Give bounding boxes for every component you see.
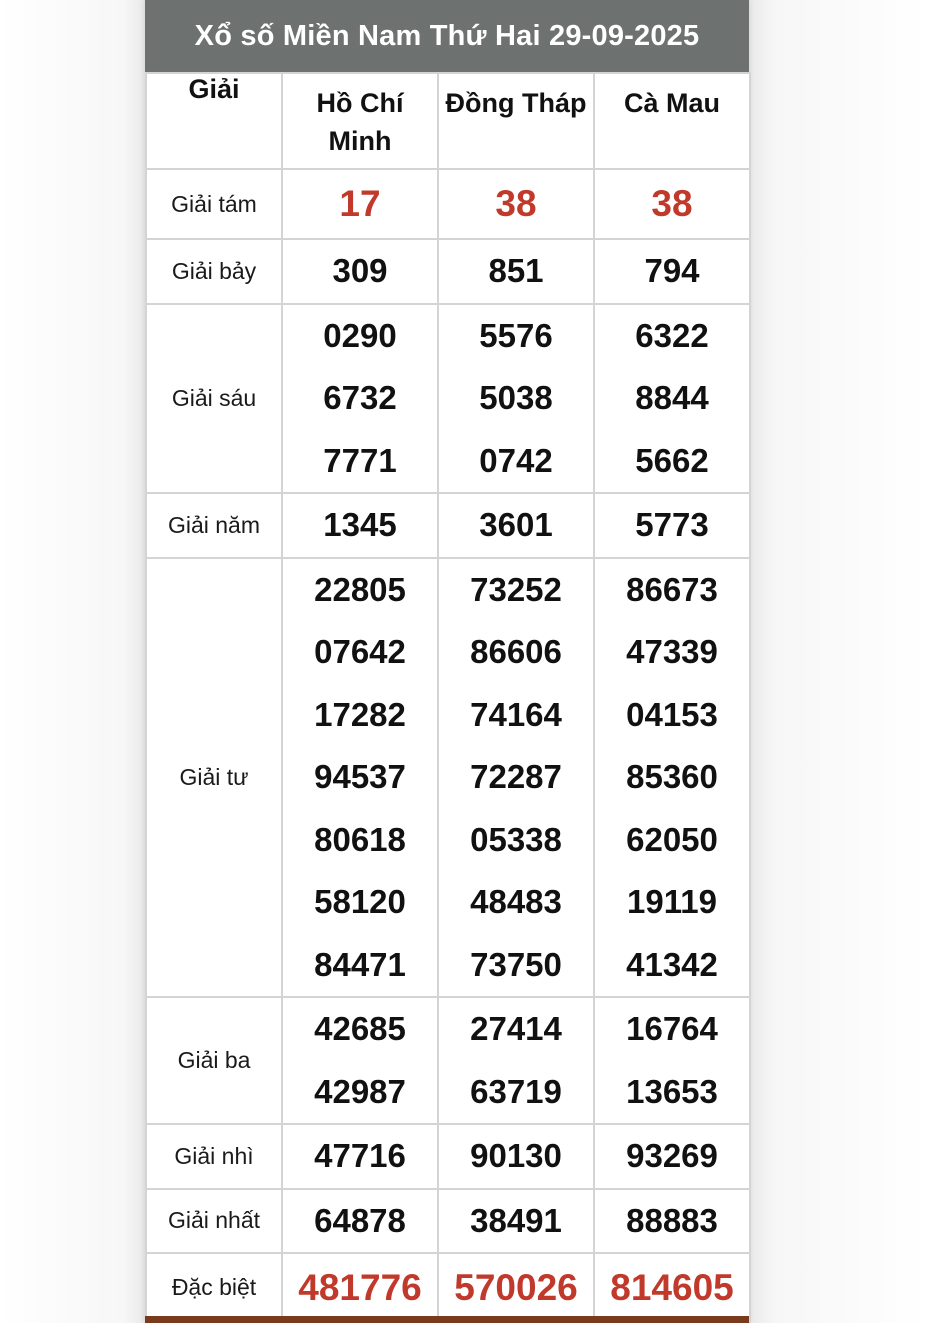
prize-row	[146, 304, 750, 494]
prize-name: Giải tư	[146, 558, 282, 998]
prize-number: 93269	[626, 1137, 718, 1174]
prize-number: 64878	[314, 1201, 406, 1239]
prize-number: 309	[332, 252, 388, 289]
prize-number: 73252	[470, 570, 562, 608]
prize-cell	[282, 1124, 438, 1189]
prize-cell	[438, 1253, 594, 1322]
prize-name: Giải tám	[146, 169, 282, 239]
prize-number: 04153	[626, 695, 718, 733]
prize-number: 72287	[470, 758, 562, 795]
prize-row	[146, 1124, 750, 1189]
prize-number: 38	[495, 182, 537, 224]
prize-number: 42685	[314, 1010, 406, 1047]
prize-number: 6322	[635, 316, 709, 354]
prize-cell	[594, 1253, 750, 1322]
prize-number: 85360	[626, 758, 718, 795]
prize-name: Đặc biệt	[146, 1253, 282, 1322]
province-name: Đồng Tháp	[445, 88, 587, 118]
prize-number: 86673	[626, 570, 718, 608]
prize-number: 38	[651, 182, 693, 224]
prize-cell	[282, 558, 438, 998]
table-header-row	[146, 73, 750, 169]
prize-row	[146, 1253, 750, 1322]
lottery-results-card	[145, 0, 749, 1323]
prize-name: Giải bảy	[146, 239, 282, 304]
prize-number: 62050	[626, 820, 718, 858]
province-header-dong-thap	[438, 73, 594, 169]
prize-cell	[594, 1189, 750, 1254]
special-prize-number: 814605	[610, 1266, 734, 1308]
prize-number: 22805	[314, 570, 406, 608]
prize-number: 0290	[323, 316, 397, 354]
prize-number: 1345	[323, 506, 397, 543]
province-name: Hồ Chí Minh	[316, 88, 404, 156]
prize-cell	[282, 493, 438, 558]
prize-name: Giải nhì	[146, 1124, 282, 1189]
prize-number: 16764	[626, 1010, 718, 1047]
prize-cell	[438, 1124, 594, 1189]
prize-cell	[438, 1189, 594, 1254]
prize-name: Giải sáu	[146, 304, 282, 494]
prize-row	[146, 558, 750, 998]
prize-number: 90130	[470, 1137, 562, 1174]
prize-cell	[594, 997, 750, 1124]
prize-cell	[282, 1253, 438, 1322]
prize-row	[146, 997, 750, 1124]
prize-number: 47716	[314, 1137, 406, 1174]
prize-number: 13653	[626, 1072, 718, 1110]
prize-cell	[594, 169, 750, 239]
prize-number: 19119	[627, 883, 717, 920]
prize-number: 3601	[479, 506, 553, 543]
prize-cell	[438, 169, 594, 239]
page-margin-left	[0, 0, 145, 1323]
prize-number: 47339	[626, 633, 718, 670]
special-prize-number: 570026	[454, 1266, 578, 1308]
prize-cell	[594, 558, 750, 998]
prize-number: 86606	[470, 633, 562, 670]
province-header-ho-chi-minh	[282, 73, 438, 169]
prize-number: 7771	[323, 441, 397, 479]
prize-row	[146, 169, 750, 239]
prize-number: 5773	[635, 506, 709, 543]
prize-number: 58120	[314, 883, 406, 920]
prize-row	[146, 493, 750, 558]
prize-cell	[594, 239, 750, 304]
prize-number: 74164	[470, 695, 562, 733]
prize-number: 38491	[470, 1201, 562, 1239]
prize-number: 73750	[470, 945, 562, 983]
prize-number: 0742	[479, 441, 553, 479]
prize-number: 851	[488, 252, 544, 289]
prize-column-header: Giải	[146, 73, 282, 169]
prize-number: 48483	[470, 883, 562, 920]
prize-row	[146, 239, 750, 304]
prize-number: 27414	[470, 1010, 562, 1047]
prize-rows	[146, 169, 750, 1322]
page-margin-right	[749, 0, 928, 1323]
prize-cell	[594, 1124, 750, 1189]
prize-number: 63719	[470, 1072, 562, 1110]
prize-cell	[282, 304, 438, 494]
prize-number: 07642	[314, 633, 406, 670]
prize-number: 88883	[626, 1201, 718, 1239]
prize-number: 5576	[479, 316, 553, 354]
prize-number: 17282	[314, 695, 406, 733]
prize-number: 41342	[626, 945, 718, 983]
prize-number: 794	[644, 252, 700, 289]
prize-cell	[438, 558, 594, 998]
results-table	[145, 72, 751, 1323]
prize-number: 42987	[314, 1072, 406, 1110]
prize-cell	[594, 304, 750, 494]
prize-number: 5038	[479, 379, 553, 416]
prize-number: 6732	[323, 379, 397, 416]
prize-cell	[594, 493, 750, 558]
prize-cell	[438, 239, 594, 304]
prize-cell	[282, 169, 438, 239]
prize-cell	[282, 239, 438, 304]
prize-cell	[282, 1189, 438, 1254]
prize-number: 94537	[314, 758, 406, 795]
prize-row	[146, 1189, 750, 1254]
prize-cell	[438, 493, 594, 558]
bottom-accent-bar	[145, 1316, 749, 1323]
province-header-ca-mau	[594, 73, 750, 169]
prize-cell	[438, 304, 594, 494]
prize-number: 05338	[470, 820, 562, 858]
prize-number: 8844	[635, 379, 709, 416]
prize-number: 17	[339, 182, 381, 224]
prize-number: 80618	[314, 820, 406, 858]
prize-name: Giải ba	[146, 997, 282, 1124]
prize-name: Giải năm	[146, 493, 282, 558]
prize-name: Giải nhất	[146, 1189, 282, 1254]
prize-cell	[282, 997, 438, 1124]
prize-cell	[438, 997, 594, 1124]
results-title: Xổ số Miền Nam Thứ Hai 29-09-2025	[145, 0, 749, 72]
province-name: Cà Mau	[623, 88, 721, 118]
special-prize-number: 481776	[298, 1266, 422, 1308]
prize-number: 84471	[314, 945, 406, 983]
prize-number: 5662	[635, 441, 709, 479]
